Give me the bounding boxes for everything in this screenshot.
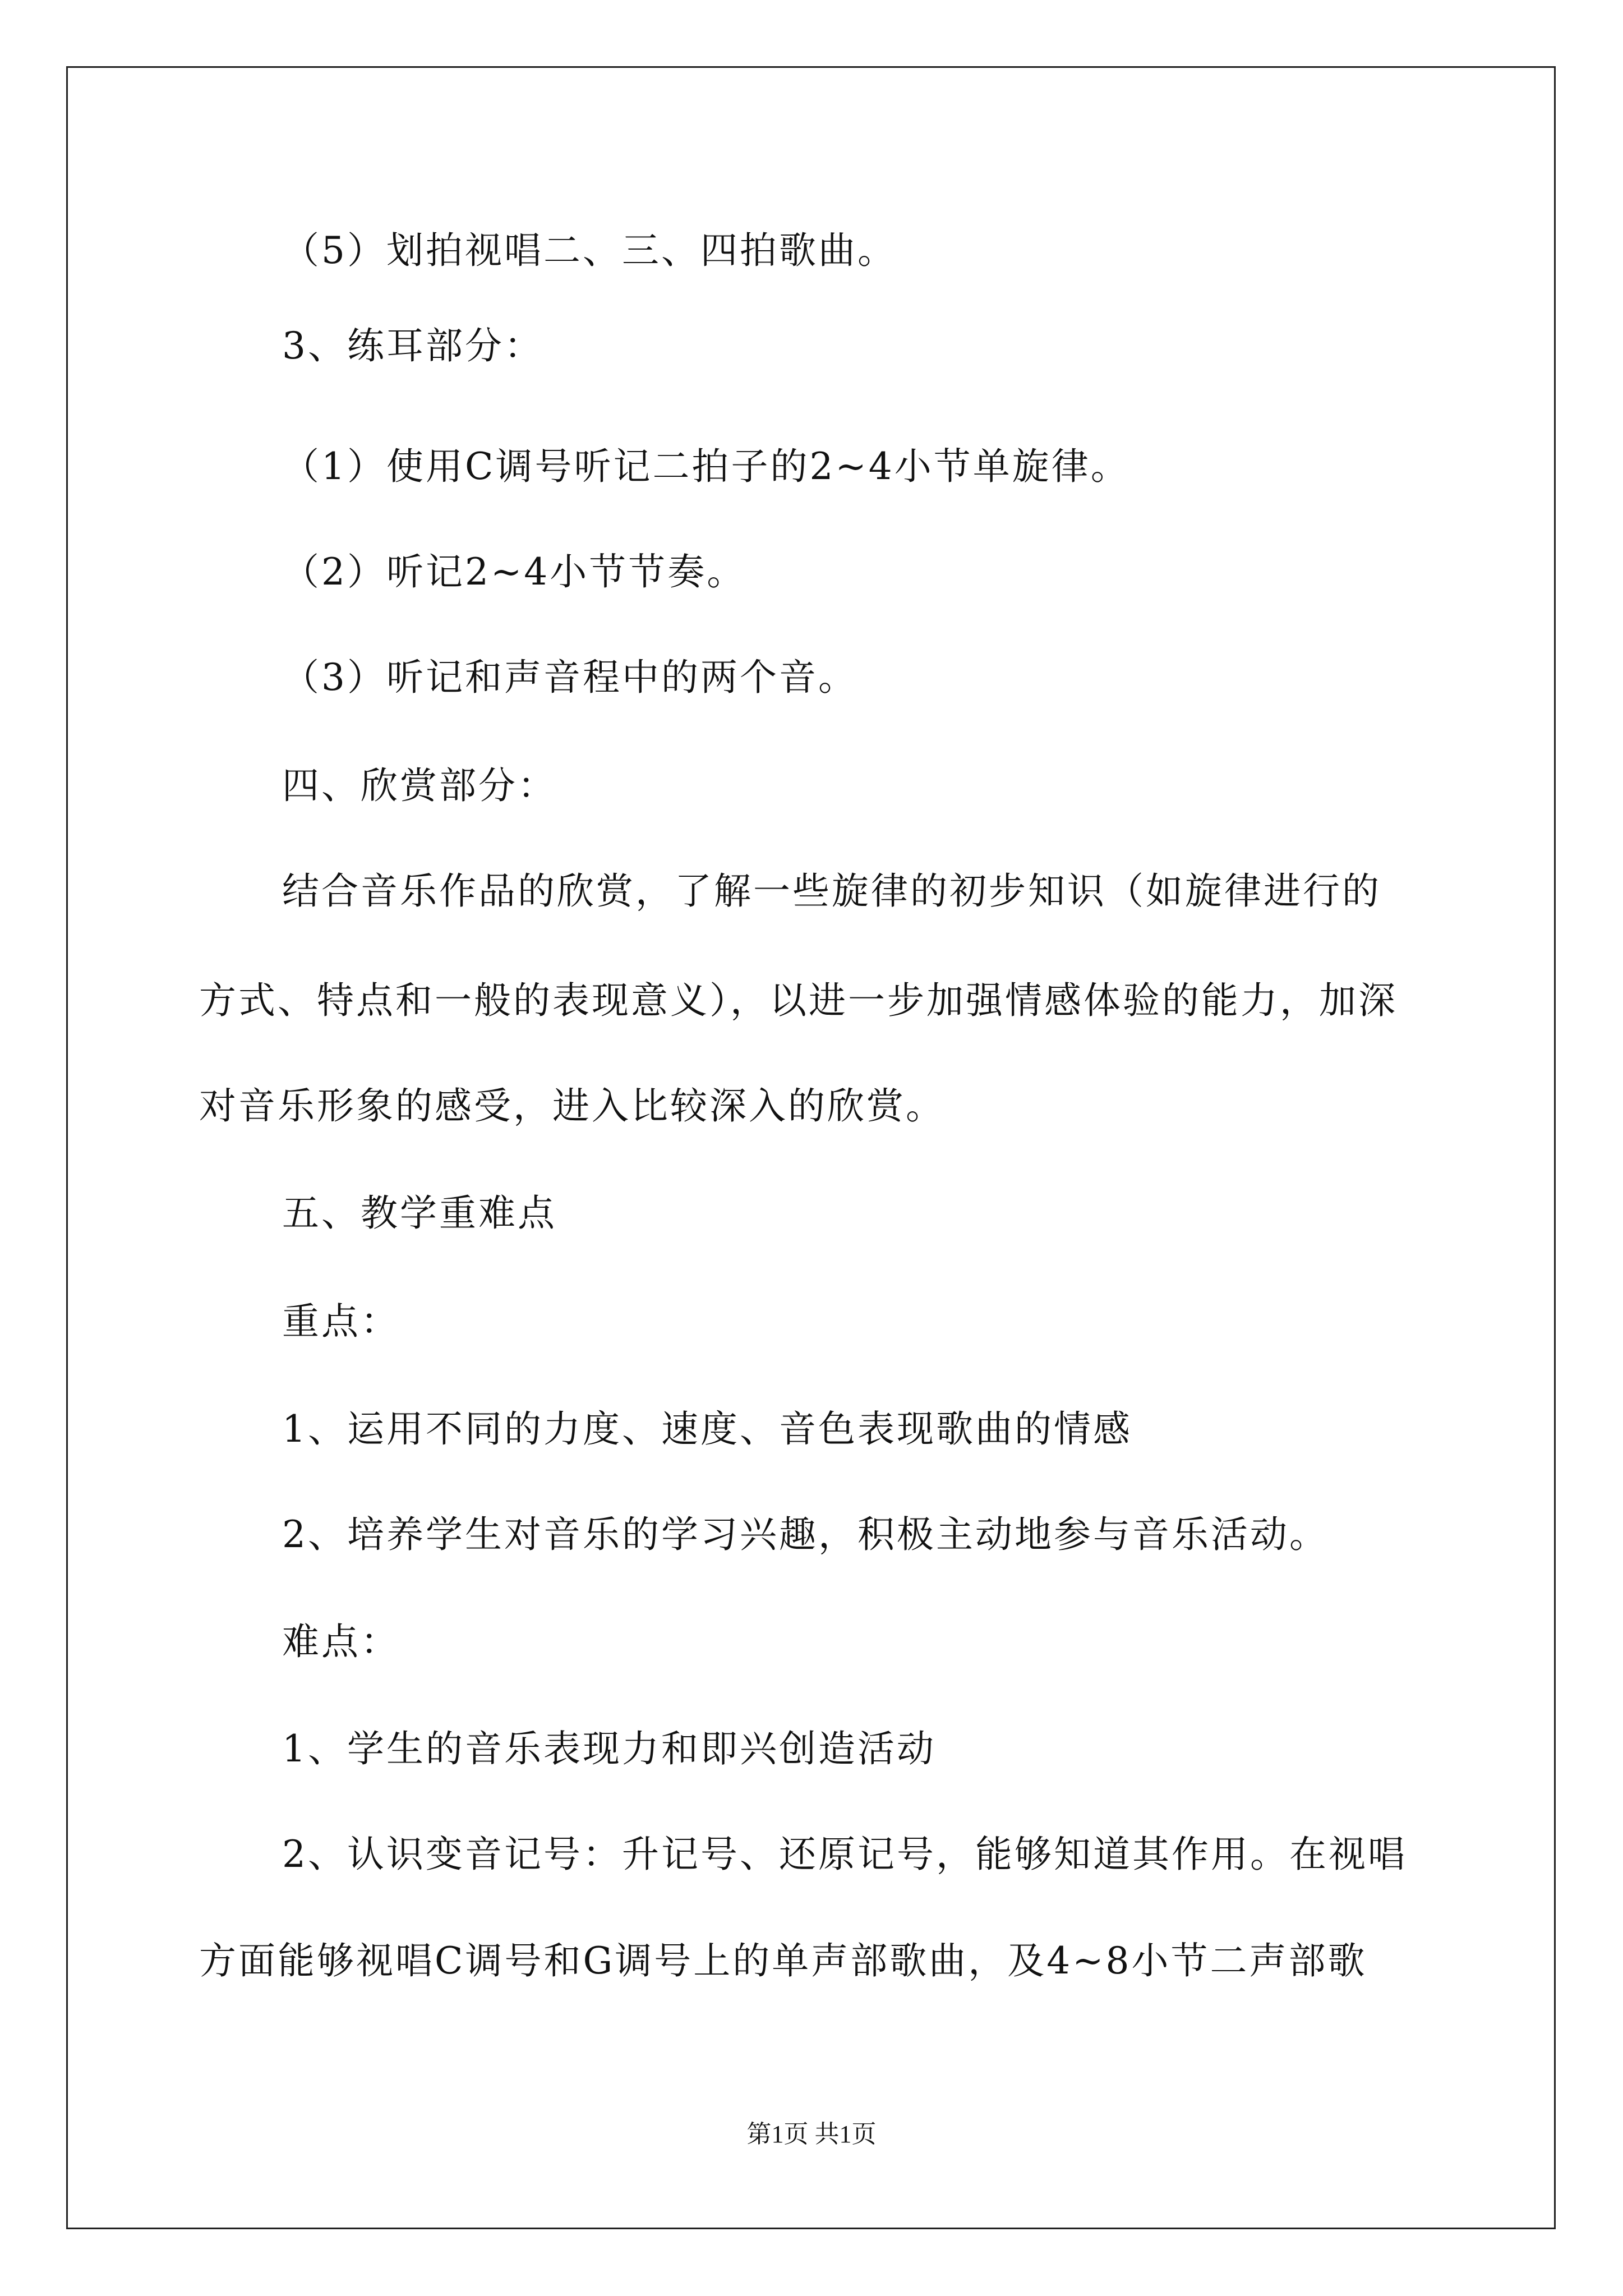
text-line: 1、学生的音乐表现力和即兴创造活动 <box>282 1727 936 1770</box>
text-line: （2）听记2~4小节节奏。 <box>282 550 746 593</box>
text-line: 方面能够视唱C调号和G调号上的单声部歌曲，及4~8小节二声部歌 <box>199 1939 1367 1982</box>
page-footer: 第1页 共1页 <box>746 2120 877 2148</box>
text-line: （3）听记和声音程中的两个音。 <box>282 656 857 699</box>
page-border <box>66 66 1556 2229</box>
text-line: 2、认识变音记号：升记号、还原记号，能够知道其作用。在视唱 <box>282 1833 1407 1876</box>
subheading: 难点： <box>282 1620 400 1663</box>
section-heading: 四、欣赏部分： <box>282 764 557 807</box>
text-line: 2、培养学生对音乐的学习兴趣，积极主动地参与音乐活动。 <box>282 1513 1329 1556</box>
text-line: 方式、特点和一般的表现意义），以进一步加强情感体验的能力，加深 <box>199 979 1398 1022</box>
text-line: （1）使用C调号听记二拍子的2~4小节单旋律。 <box>282 445 1130 488</box>
text-line: 3、练耳部分： <box>282 324 543 367</box>
text-line: 结合音乐作品的欣赏，了解一些旋律的初步知识（如旋律进行的 <box>282 869 1381 913</box>
section-heading: 五、教学重难点 <box>282 1191 557 1235</box>
text-line: 对音乐形象的感受，进入比较深入的欣赏。 <box>199 1084 945 1128</box>
text-line: 1、运用不同的力度、速度、音色表现歌曲的情感 <box>282 1407 1132 1451</box>
subheading: 重点： <box>282 1300 400 1343</box>
text-line: （5）划拍视唱二、三、四拍歌曲。 <box>282 229 897 272</box>
